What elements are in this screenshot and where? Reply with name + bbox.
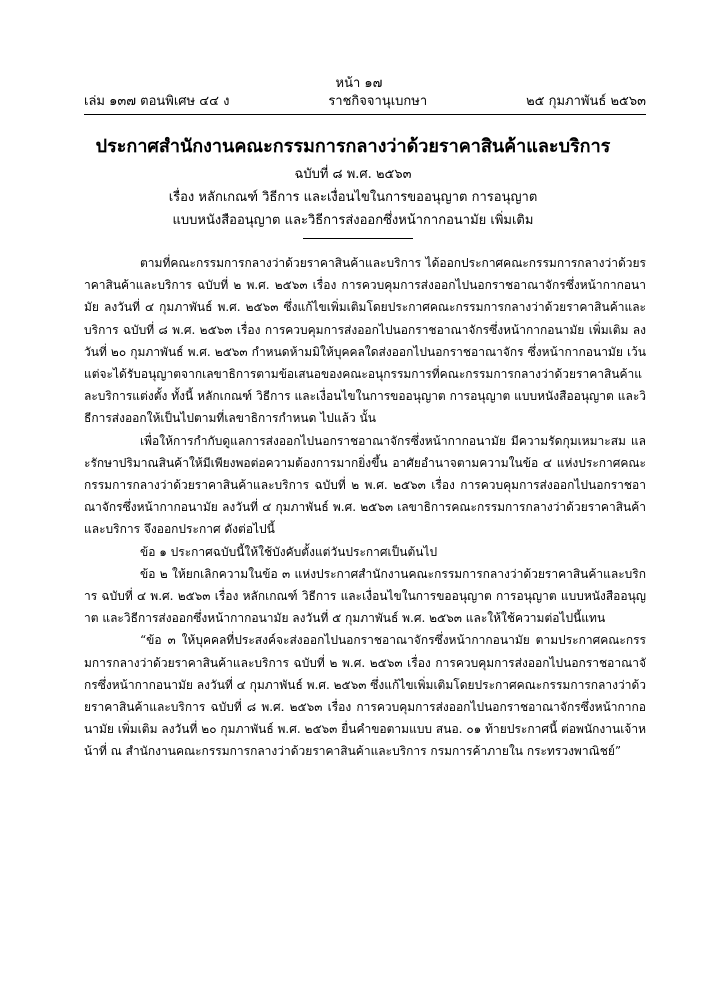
header-rule [84,114,646,115]
quoted-clause-3: “ข้อ ๓ ให้บุคคลที่ประสงค์จะส่งออกไปนอกราชอาณาจักรซึ่งหน้ากากอนามัย ตามประกาศคณะกรรมการกลางว่าด้วยราคาสินค้าและบริการ ฉบับที่ ๒ พ.ศ. ๒๕๖๓ เรื่อง การควบคุมการส่งออกไปนอกราชอาณาจักรซึ่งหน้ากากอนามัย ลงวันที่ ๔ กุมภาพันธ์ พ.ศ. ๒๕๖๓ ซึ่งแก้ไขเพิ่มเติมโดยประกาศคณะกรรมการกลางว่าด้วยราคาสินค้าและบริการ ฉบับที่ ๘ พ.ศ. ๒๕๖๓ เรื่อง การควบคุมการส่งออกไปนอกราชอาณาจักรซึ่งหน้ากากอนามัย เพิ่มเติม ลงวันที่ ๒๐ กุมภาพันธ์ พ.ศ. ๒๕๖๓ ยื่นคำขอตามแบบ สนอ. ๐๑ ท้ายประกาศนี้ ต่อพนักงานเจ้าหน้าที่ ณ สำนักงานคณะกรรมการกลางว่าด้วยราคาสินค้าและบริการ กรมการค้าภายใน กระทรวงพาณิชย์” [84,633,646,759]
gazette-header [84,93,646,111]
page-number: หน้า ๑๗ [335,76,383,91]
clause-2: ข้อ ๒ ให้ยกเลิกความในข้อ ๓ แห่งประกาศสำนักงานคณะกรรมการกลางว่าด้วยราคาสินค้าและบริการ ฉบับที่ ๔ พ.ศ. ๒๕๖๓ เรื่อง หลักเกณฑ์ วิธีการ และเงื่อนไขในการขออนุญาต การอนุญาต แบบหนังสืออนุญาต และวิธีการส่งออกซึ่งหน้ากากอนามัย ลงวันที่ ๕ กุมภาพันธ์ พ.ศ. ๒๕๖๓ และให้ใช้ความต่อไปนี้แทน [84,566,646,626]
gazette-name: ราชกิจจานุเบกษา [328,94,428,109]
volume-issue: เล่ม ๑๓๗ ตอนพิเศษ ๔๔ ง [84,94,230,109]
announcement-issue: ฉบับที่ ๘ พ.ศ. ๒๕๖๓ [294,167,412,182]
announcement-subject-line-2: แบบหนังสืออนุญาต และวิธีการส่งออกซึ่งหน้ากากอนามัย เพิ่มเติม [172,213,534,228]
clause-1: ข้อ ๑ ประกาศฉบับนี้ให้ใช้บังคับตั้งแต่วันประกาศเป็นต้นไป [140,544,438,559]
authority-paragraph: เพื่อให้การกำกับดูแลการส่งออกไปนอกราชอาณาจักรซึ่งหน้ากากอนามัย มีความรัดกุมเหมาะสม และรักษาปริมาณสินค้าให้มีเพียงพอต่อความต้องการมากยิ่งขึ้น อาศัยอำนาจตามความในข้อ ๔ แห่งประกาศคณะกรรมการกลางว่าด้วยราคาสินค้าและบริการ ฉบับที่ ๒ พ.ศ. ๒๕๖๓ เรื่อง การควบคุมการส่งออกไปนอกราชอาณาจักรซึ่งหน้ากากอนามัย ลงวันที่ ๔ กุมภาพันธ์ พ.ศ. ๒๕๖๓ เลขาธิการคณะกรรมการกลางว่าด้วยราคาสินค้าและบริการ จึงออกประกาศ ดังต่อไปนี้ [84,433,646,537]
announcement-title: ประกาศสำนักงานคณะกรรมการกลางว่าด้วยราคาสินค้าและบริการ [95,136,611,157]
preamble-paragraph: ตามที่คณะกรรมการกลางว่าด้วยราคาสินค้าและบริการ ได้ออกประกาศคณะกรรมการกลางว่าด้วยราคาสินค้าและบริการ ฉบับที่ ๒ พ.ศ. ๒๕๖๓ เรื่อง การควบคุมการส่งออกไปนอกราชอาณาจักรซึ่งหน้ากากอนามัย ลงวันที่ ๔ กุมภาพันธ์ พ.ศ. ๒๕๖๓ ซึ่งแก้ไขเพิ่มเติมโดยประกาศคณะกรรมการกลางว่าด้วยราคาสินค้าและบริการ ฉบับที่ ๘ พ.ศ. ๒๕๖๓ เรื่อง การควบคุมการส่งออกไปนอกราชอาณาจักรซึ่งหน้ากากอนามัย เพิ่มเติม ลงวันที่ ๒๐ กุมภาพันธ์ พ.ศ. ๒๕๖๓ กำหนดห้ามมิให้บุคคลใดส่งออกไปนอกราชอาณาจักร ซึ่งหน้ากากอนามัย เว้นแต่จะได้รับอนุญาตจากเลขาธิการตามข้อเสนอของคณะอนุกรรมการที่คณะกรรมการกลางว่าด้วยราคาสินค้าและบริการแต่งตั้ง ทั้งนี้ หลักเกณฑ์ วิธีการ และเงื่อนไขในการขออนุญาต การอนุญาต แบบหนังสืออนุญาต และวิธีการส่งออกให้เป็นไปตามที่เลขาธิการกำหนด ไปแล้ว นั้น [84,256,646,426]
announcement-body [84,252,646,763]
title-divider [303,238,413,239]
announcement-subject-line-1: เรื่อง หลักเกณฑ์ วิธีการ และเงื่อนไขในการขออนุญาต การอนุญาต [168,190,538,205]
publication-date: ๒๕ กุมภาพันธ์ ๒๕๖๓ [526,94,646,109]
